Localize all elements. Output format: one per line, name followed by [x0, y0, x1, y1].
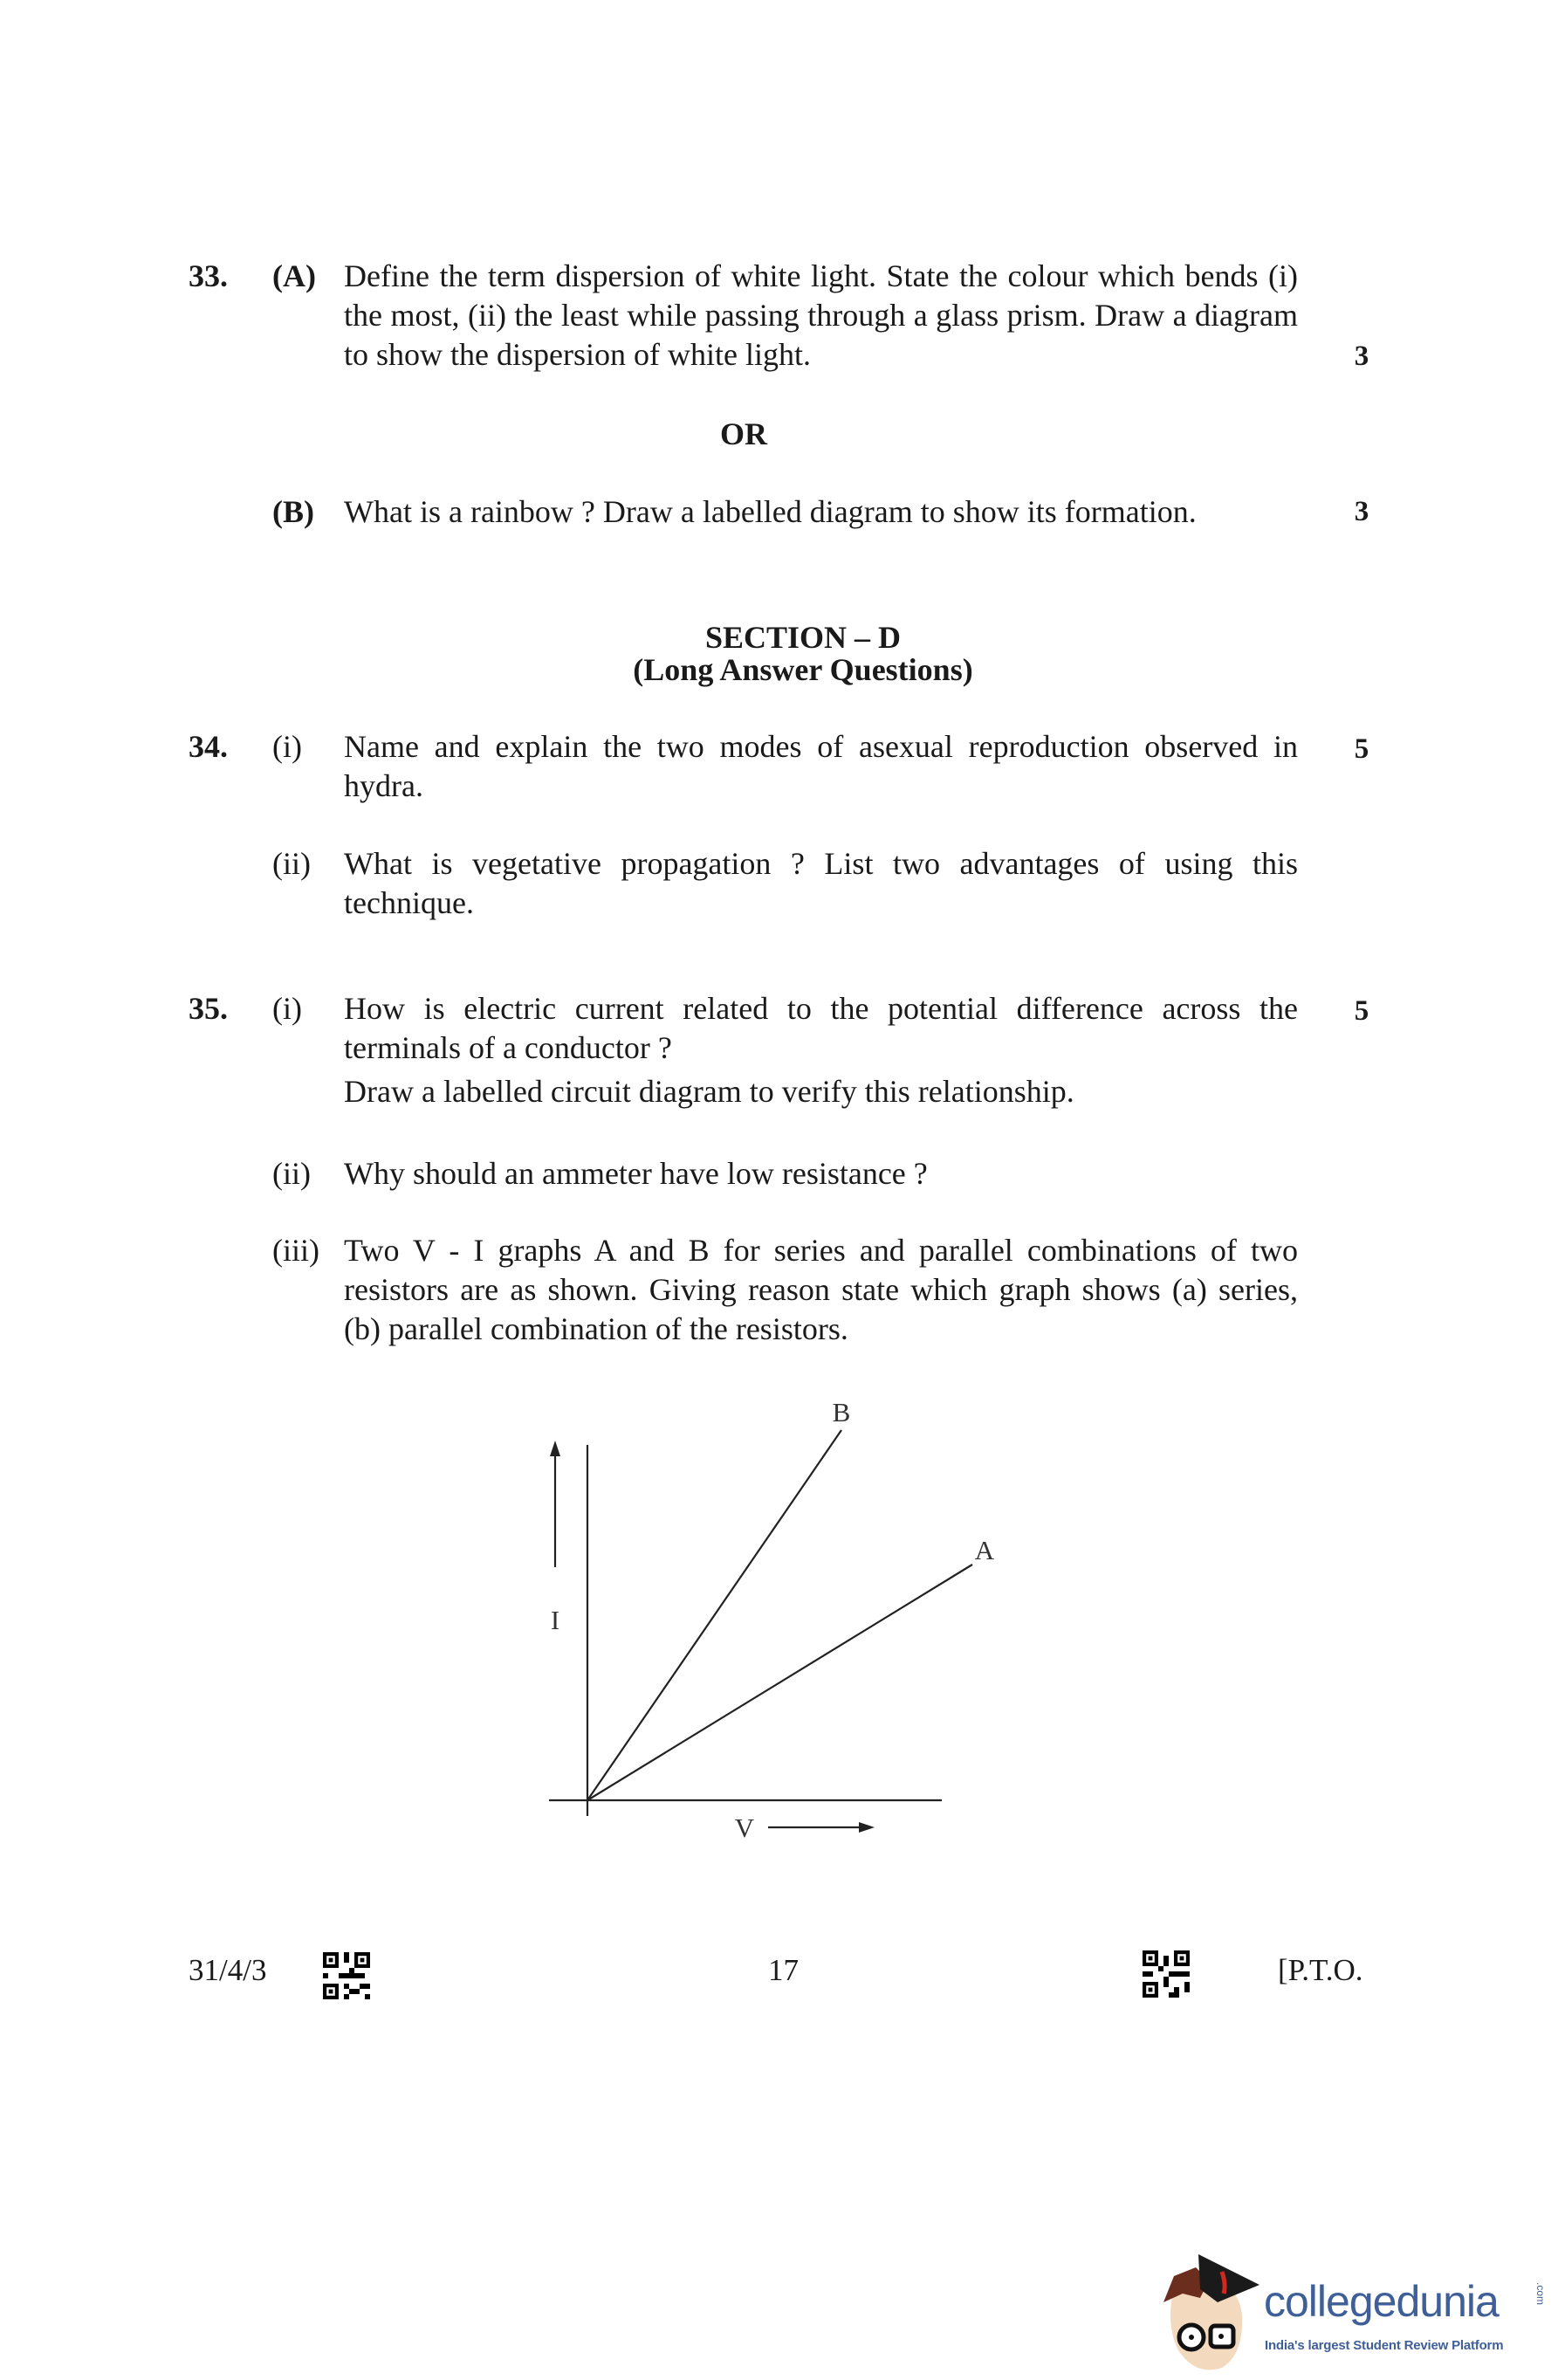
- question-number-35: 35.: [189, 991, 228, 1026]
- or-separator: OR: [720, 416, 767, 451]
- q33-option-b-label: (B): [272, 494, 314, 529]
- section-title: SECTION – D: [704, 620, 902, 655]
- label-current: I: [550, 1605, 560, 1635]
- q33-b-marks: 3: [1354, 496, 1369, 527]
- label-voltage: V: [734, 1813, 755, 1843]
- please-turn-over: [P.T.O.: [1278, 1953, 1363, 1987]
- q33-option-a-label: (A): [272, 258, 316, 293]
- q33-a-paragraph: Define the term dispersion of white light. State the colour which bends (i) the most, (ii) the least while passing through a glass prism. Draw a diagram to show the dispersion of white light.: [344, 258, 1298, 372]
- q34-ii-paragraph: What is vegetative propagation ? List two advantages of using this technique.: [344, 846, 1298, 920]
- section-subtitle: (Long Answer Questions): [633, 652, 973, 687]
- q35-i-paragraph-2: Draw a labelled circuit diagram to verify this relationship.: [344, 1074, 1074, 1109]
- qr-code-icon: [323, 1952, 370, 1999]
- page-number: 17: [768, 1953, 799, 1987]
- paper-code: 31/4/3: [189, 1953, 267, 1987]
- q34-part-label: (ii): [272, 846, 311, 881]
- q35-marks: 5: [1354, 995, 1369, 1027]
- label-a: A: [974, 1535, 995, 1565]
- q33-a-marks: 3: [1354, 340, 1369, 372]
- q35-part-label: (iii): [272, 1233, 319, 1268]
- q35-part-label: (ii): [272, 1156, 311, 1191]
- graph-line-a: [587, 1565, 972, 1800]
- q33-option-b-text: What is a rainbow ? Draw a labelled diagram to show its formation.: [344, 494, 1197, 529]
- collegedunia-mascot-logo: [1156, 2254, 1266, 2377]
- graph-line-b: [587, 1430, 841, 1800]
- q35-part-ii-text: Why should an ammeter have low resistance ?: [344, 1156, 928, 1191]
- collegedunia-tagline: India's largest Student Review Platform: [1265, 2338, 1504, 2353]
- q35-iii-paragraph: Two V - I graphs A and B for series and parallel combinations of two resistors are as shown. Giving reason state which graph shows (a) series, (b) parallel combination of the resistors.: [344, 1233, 1298, 1346]
- qr-code-icon: [1143, 1950, 1190, 1998]
- q35-part-label: (i): [272, 991, 302, 1026]
- q34-marks: 5: [1354, 733, 1369, 765]
- collegedunia-logo-text: collegedunia: [1264, 2277, 1499, 2326]
- q34-part-label: (i): [272, 729, 302, 764]
- collegedunia-logo-suffix: .com: [1534, 2282, 1547, 2306]
- label-b: B: [832, 1397, 851, 1427]
- q35-i-paragraph: How is electric current related to the potential difference across the terminals of a conductor ?: [344, 991, 1298, 1065]
- question-number-33: 33.: [189, 258, 228, 293]
- question-number-34: 34.: [189, 729, 228, 764]
- arrowhead-right-icon: [859, 1822, 875, 1833]
- arrowhead-up-icon: [550, 1441, 560, 1456]
- q34-i-paragraph: Name and explain the two modes of asexual reproduction observed in hydra.: [344, 729, 1298, 803]
